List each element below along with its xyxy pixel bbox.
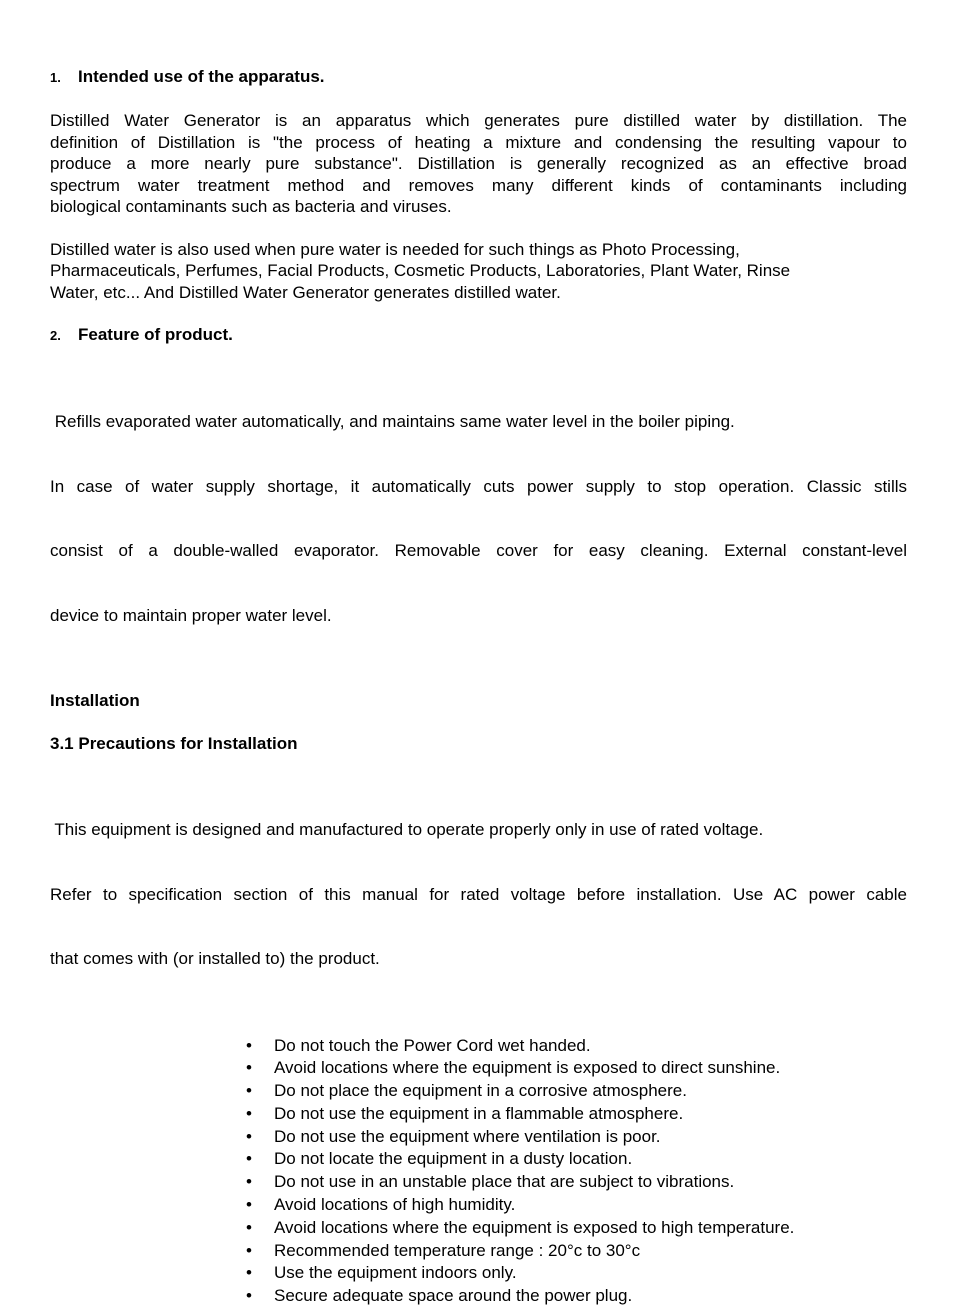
paragraph-line: Water, etc... And Distilled Water Generator generates distilled water. bbox=[50, 282, 907, 304]
precautions-subheading: 3.1 Precautions for Installation bbox=[50, 733, 907, 755]
bullet-icon: • bbox=[246, 1080, 274, 1103]
installation-paragraph bbox=[50, 776, 907, 1013]
list-item bbox=[246, 1126, 907, 1149]
bullet-icon: • bbox=[246, 1285, 274, 1308]
list-item bbox=[246, 1285, 907, 1308]
list-item-text: Do not locate the equipment in a dusty location. bbox=[274, 1148, 632, 1171]
bullet-icon: • bbox=[246, 1057, 274, 1080]
list-item bbox=[246, 1057, 907, 1080]
paragraph-line: produce a more nearly pure substance". Distillation is generally recognized as an effective broad bbox=[50, 153, 907, 175]
section-1-paragraph-1 bbox=[50, 110, 907, 218]
section-2-title: Feature of product. bbox=[78, 324, 233, 346]
bullet-icon: • bbox=[246, 1126, 274, 1149]
list-item bbox=[246, 1035, 907, 1058]
list-item bbox=[246, 1148, 907, 1171]
list-item-text: Use the equipment indoors only. bbox=[274, 1262, 517, 1285]
list-item-text: Do not use the equipment where ventilation is poor. bbox=[274, 1126, 661, 1149]
bullet-icon: • bbox=[246, 1217, 274, 1240]
list-item bbox=[246, 1080, 907, 1103]
paragraph-line: This equipment is designed and manufactured to operate properly only in use of rated voltage. bbox=[50, 819, 907, 841]
paragraph-line: Refills evaporated water automatically, and maintains same water level in the boiler piping. bbox=[50, 411, 907, 433]
list-item-text: Secure adequate space around the power plug. bbox=[274, 1285, 632, 1308]
paragraph-line: In case of water supply shortage, it automatically cuts power supply to stop operation. Classic stills bbox=[50, 476, 907, 498]
section-1-paragraph-2 bbox=[50, 239, 907, 304]
list-item bbox=[246, 1217, 907, 1240]
list-item bbox=[246, 1194, 907, 1217]
bullet-icon: • bbox=[246, 1262, 274, 1285]
paragraph-line: Distilled water is also used when pure water is needed for such things as Photo Processing, bbox=[50, 239, 907, 261]
paragraph-line: definition of Distillation is "the process of heating a mixture and condensing the resulting vapour to bbox=[50, 132, 907, 154]
bullet-icon: • bbox=[246, 1035, 274, 1058]
paragraph-line: spectrum water treatment method and removes many different kinds of contaminants including bbox=[50, 175, 907, 197]
bullet-icon: • bbox=[246, 1148, 274, 1171]
list-item-text: Avoid locations where the equipment is exposed to direct sunshine. bbox=[274, 1057, 780, 1080]
bullet-icon: • bbox=[246, 1103, 274, 1126]
list-item-text: Do not use the equipment in a flammable atmosphere. bbox=[274, 1103, 683, 1126]
list-item bbox=[246, 1103, 907, 1126]
list-item-text: Recommended temperature range : 20°c to 30°c bbox=[274, 1240, 640, 1263]
list-item-text: Do not use in an unstable place that are subject to vibrations. bbox=[274, 1171, 734, 1194]
paragraph-line: Distilled Water Generator is an apparatus which generates pure distilled water by distillation. The bbox=[50, 110, 907, 132]
list-item bbox=[246, 1262, 907, 1285]
section-1-number: 1. bbox=[50, 67, 78, 89]
paragraph-line: that comes with (or installed to) the product. bbox=[50, 948, 907, 970]
installation-heading: Installation bbox=[50, 690, 907, 712]
section-2-number: 2. bbox=[50, 325, 78, 347]
bullet-icon: • bbox=[246, 1194, 274, 1217]
list-item-text: Avoid locations of high humidity. bbox=[274, 1194, 515, 1217]
bullet-icon: • bbox=[246, 1171, 274, 1194]
list-item-text: Avoid locations where the equipment is exposed to high temperature. bbox=[274, 1217, 794, 1240]
list-item-text: Do not touch the Power Cord wet handed. bbox=[274, 1035, 591, 1058]
bullet-icon: • bbox=[246, 1240, 274, 1263]
paragraph-line: Refer to specification section of this manual for rated voltage before installation. Use AC power cable bbox=[50, 884, 907, 906]
paragraph-line: consist of a double-walled evaporator. Removable cover for easy cleaning. External constant-level bbox=[50, 540, 907, 562]
precautions-list bbox=[246, 1035, 907, 1308]
paragraph-line: device to maintain proper water level. bbox=[50, 605, 907, 627]
section-1-heading bbox=[50, 66, 907, 89]
list-item-text: Do not place the equipment in a corrosive atmosphere. bbox=[274, 1080, 687, 1103]
section-2-paragraph bbox=[50, 368, 907, 669]
document-page bbox=[50, 66, 907, 1308]
section-1-title: Intended use of the apparatus. bbox=[78, 66, 325, 88]
list-item bbox=[246, 1240, 907, 1263]
section-2-heading bbox=[50, 324, 907, 347]
list-item bbox=[246, 1171, 907, 1194]
paragraph-line: Pharmaceuticals, Perfumes, Facial Products, Cosmetic Products, Laboratories, Plant Water, Rinse bbox=[50, 260, 907, 282]
paragraph-line: biological contaminants such as bacteria and viruses. bbox=[50, 196, 907, 218]
